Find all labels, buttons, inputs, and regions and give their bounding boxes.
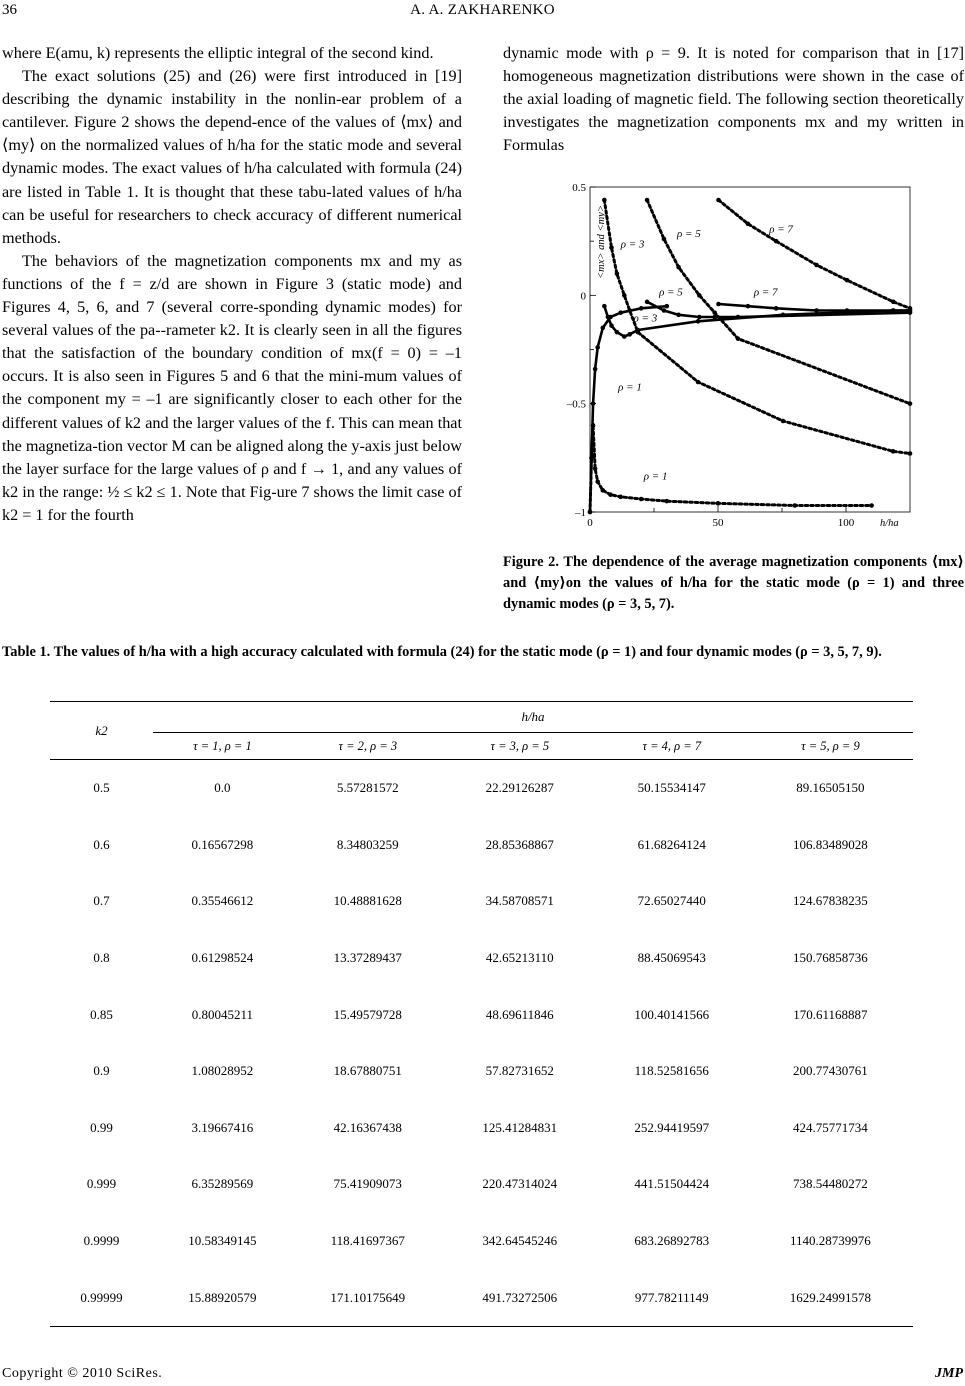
table-cell: 0.85 [90,1006,113,1022]
series-point [622,293,627,298]
table-row [50,817,913,874]
table-cell: 0.16567298 [191,836,254,852]
table-cell: 441.51504424 [634,1176,710,1192]
table-cell: 0.99 [90,1119,113,1135]
table-cell: 50.15534147 [637,780,706,796]
series-point [662,237,667,242]
paragraph-right-1: dynamic mode with ρ = 9. It is noted for comparison that in [17] homogeneous magnetization distributions were shown in the case of the axial loading of magnetic field. The following section theoretically investigates the magnetization components mx and my written in Formulas [503,44,964,155]
column-header: τ = 1, ρ = 1 [153,733,292,760]
series-point [627,332,632,337]
left-column [2,42,462,527]
table-row [50,930,913,987]
series-point [736,336,741,341]
table-1 [50,701,913,1327]
series-point [639,497,644,502]
series-point [696,319,701,324]
table-cell: 13.37289437 [333,950,402,966]
table-cell: 491.73272506 [444,1269,596,1326]
table-cell: 0.6 [93,836,110,852]
curve-label: ρ = 7 [769,223,793,236]
series-point [595,479,600,484]
right-column [503,42,964,157]
table-row [50,1213,913,1270]
table-cell: 57.82731652 [485,1063,554,1079]
curve-label: ρ = 7 [753,286,778,299]
series-point [716,198,721,203]
table-cell: 6.35289569 [191,1176,254,1192]
series-point [736,315,741,320]
table-cell: 170.61168887 [793,1006,868,1022]
table-cell: 150.76858736 [793,950,868,966]
table-cell: 1629.24991578 [748,1269,913,1326]
series-point [774,239,779,244]
column-header: τ = 4, ρ = 7 [596,733,748,760]
series-point [636,330,641,335]
y-tick-label: 0 [580,290,586,303]
table-cell: 15.49579728 [333,1006,402,1022]
page-footer [0,1366,965,1386]
y-axis-label: <mx> and <my> [596,205,607,279]
series-point [716,302,721,307]
table-cell: 0.5 [93,780,110,796]
series-point [602,304,607,309]
table-row [50,1269,913,1326]
series-point [908,401,913,406]
curve-label: ρ = 3 [633,312,658,325]
series-point [696,380,701,385]
table-cell: 22.29126287 [485,780,554,796]
series-point [712,310,717,315]
series-point [639,306,644,311]
series-point [665,499,670,504]
series-point [891,308,896,313]
header-k2: k2 [50,702,153,760]
table-cell: 1140.28739976 [790,1233,871,1249]
series-point [774,306,779,311]
table-cell: 28.85368867 [485,836,554,852]
y-tick-label: 0.5 [572,182,586,194]
journal-name: JMP [935,1366,963,1381]
series-point [589,456,594,461]
table-cell: 8.34803259 [336,836,399,852]
column-header: τ = 2, ρ = 3 [292,733,444,760]
table-cell: 106.83489028 [793,836,868,852]
series-point [662,308,667,313]
table-cell: 0.999 [86,1176,117,1192]
curve-label: ρ = 1 [643,470,668,483]
table-cell: 424.75771734 [793,1119,868,1135]
series-point [602,198,607,203]
series-point [615,271,620,276]
table-cell: 10.58349145 [188,1233,257,1249]
series-point [615,330,620,335]
table-cell: 124.67838235 [793,893,868,909]
x-axis-label: h/ha [880,518,899,529]
table-cell: 977.78211149 [596,1269,748,1326]
curve-label: ρ = 3 [620,238,645,251]
column-header: τ = 3, ρ = 5 [444,733,596,760]
table-cell: 18.67880751 [333,1063,402,1079]
table-row [50,1156,913,1213]
table-cell: 171.10175649 [292,1269,444,1326]
series-point [591,401,596,406]
series-point [645,198,650,203]
curve-label: ρ = 1 [618,381,642,394]
series-point [891,300,896,305]
header-group: h/ha [153,702,913,733]
table-row [50,1100,913,1157]
series-point [622,334,627,339]
series-point [609,245,614,250]
x-tick-label: 100 [837,517,855,529]
paragraph-2: The exact solutions (25) and (26) were first introduced in [19] describing the dynamic instability in the nonlin-ear problem of a cantilever. Figure 2 shows the depend-ence of the values of ⟨mx⟩ and ⟨my⟩ on the normalized values of h/ha for the static mode and several dynamic modes. The exact values of h/ha calculated with formula (24) are listed in Table 1. It is thought that these tabu-lated values of h/ha can be useful for researchers to check accuracy of different numerical methods. [2,67,462,247]
table-1-caption: Table 1. The values of h/ha with a high accuracy calculated with formula (24) for the static mode (ρ = 1) and four dynamic modes (ρ = 3, 5, 7, 9). [2,644,882,660]
series-point [588,510,593,515]
series-point [716,501,721,506]
series-point [891,449,896,454]
table-cell: 0.35546612 [191,893,254,909]
curve-label: ρ = 5 [677,227,701,240]
curve-label: ρ = 5 [659,286,683,299]
series-point [606,315,611,320]
series-point [869,503,874,508]
table-cell: 342.64545246 [482,1233,558,1249]
table-cell: 10.48881628 [333,893,402,909]
table-cell: 0.8 [93,950,110,966]
plot-frame [590,187,910,512]
table-cell: 100.40141566 [634,1006,710,1022]
table-cell: 0.9999 [83,1233,120,1249]
series-point [676,265,681,270]
series-point [665,304,670,309]
y-tick-label: –0.5 [566,398,586,411]
series-point [618,310,623,315]
series-point [697,293,702,298]
table-cell: 48.69611846 [485,1006,554,1022]
series-point [593,367,598,372]
series-point [697,315,702,320]
table-cell: 61.68264124 [637,836,706,852]
table-cell: 0.80045211 [191,1006,254,1022]
table-row [50,873,913,930]
series-line-my [719,200,910,308]
table-cell: 75.41909073 [333,1176,402,1192]
series-point [601,488,606,493]
table-cell: 0.61298524 [191,950,254,966]
series-point [908,306,913,311]
table-cell: 89.16505150 [796,780,865,796]
series-point [676,313,681,318]
series-point [593,466,598,471]
table-cell: 683.26892783 [634,1233,710,1249]
table-row [50,986,913,1043]
table-cell: 125.41284831 [482,1119,558,1135]
running-head-author: A. A. ZAKHARENKO [410,2,555,18]
series-point [609,323,614,328]
series-line-my [590,425,872,512]
series-line-my [604,200,910,454]
table-cell: 42.16367438 [333,1119,402,1135]
series-point [627,308,632,313]
series-point [591,423,596,428]
figure-2-chart [555,182,925,542]
series-point [595,345,600,350]
x-tick-label: 0 [587,517,593,529]
series-point [845,278,850,283]
table-cell: 34.58708571 [485,893,554,909]
table-cell: 5.57281572 [336,780,399,796]
table-cell: 220.47314024 [482,1176,558,1192]
series-point [608,492,613,497]
table-cell: 0.0 [214,780,231,796]
table-cell: 118.52581656 [634,1063,709,1079]
series-point [845,308,850,313]
table-cell: 738.54480272 [793,1176,868,1192]
table-cell: 252.94419597 [634,1119,710,1135]
table-cell: 72.65027440 [637,893,706,909]
table-row [50,760,913,817]
series-point [814,308,819,313]
table-cell: 1.08028952 [191,1063,254,1079]
table-cell: 0.7 [93,893,110,909]
series-point [746,222,751,227]
series-point [908,451,913,456]
page-header [0,0,965,22]
figure-2-caption: Figure 2. The dependence of the average magnetization components ⟨mx⟩ and ⟨my⟩on the values of h/ha for the static mode (ρ = 1) and three dynamic modes (ρ = 3, 5, 7). [503,554,964,612]
paragraph-3: The behaviors of the magnetization components mx and my as functions of the f = z/d are shown in Figure 3 (static mode) and Figures 4, 5, 6, and 7 (several corre-sponding dynamic modes) for several values of the pa--rameter k2. It is clearly seen in all the figures that the satisfaction of the boundary condition of mx(f = 0) = –1 occurs. It is also seen in Figures 5 and 6 that the mini-mum values of the component my = –1 are significantly closer to each other for the different values of k2 and the larger values of the f. This can mean that the magnetiza-tion vector M can be aligned along the y-axis just below the layer surface for the large values of ρ and f → 1, and any values of k2 in the range: ½ ≤ k2 ≤ 1. Note that Fig-ure 7 shows the limit case of k2 = 1 for the fourth [2,251,462,524]
series-point [601,326,606,331]
table-cell: 118.41697367 [330,1233,405,1249]
page-number: 36 [2,2,17,18]
table-row [50,1043,913,1100]
column-header: τ = 5, ρ = 9 [748,733,913,760]
copyright: Copyright © 2010 SciRes. [2,1366,163,1381]
table-cell: 0.99999 [50,1269,153,1326]
series-point [793,503,798,508]
table-cell: 88.45069543 [637,950,706,966]
series-point [746,304,751,309]
y-tick-label: –1 [575,507,586,519]
series-point [618,495,623,500]
table-cell: 42.65213110 [485,950,554,966]
x-tick-label: 50 [712,517,724,529]
figure-2 [555,182,925,542]
table-cell: 0.9 [93,1063,110,1079]
table-cell: 200.77430761 [793,1063,868,1079]
series-point [814,263,819,268]
series-point [781,419,786,424]
table-cell: 3.19667416 [191,1119,254,1135]
paragraph-1: where E(amu, k) represents the elliptic integral of the second kind. [2,44,434,62]
series-point [645,300,650,305]
table-cell: 15.88920579 [153,1269,292,1326]
